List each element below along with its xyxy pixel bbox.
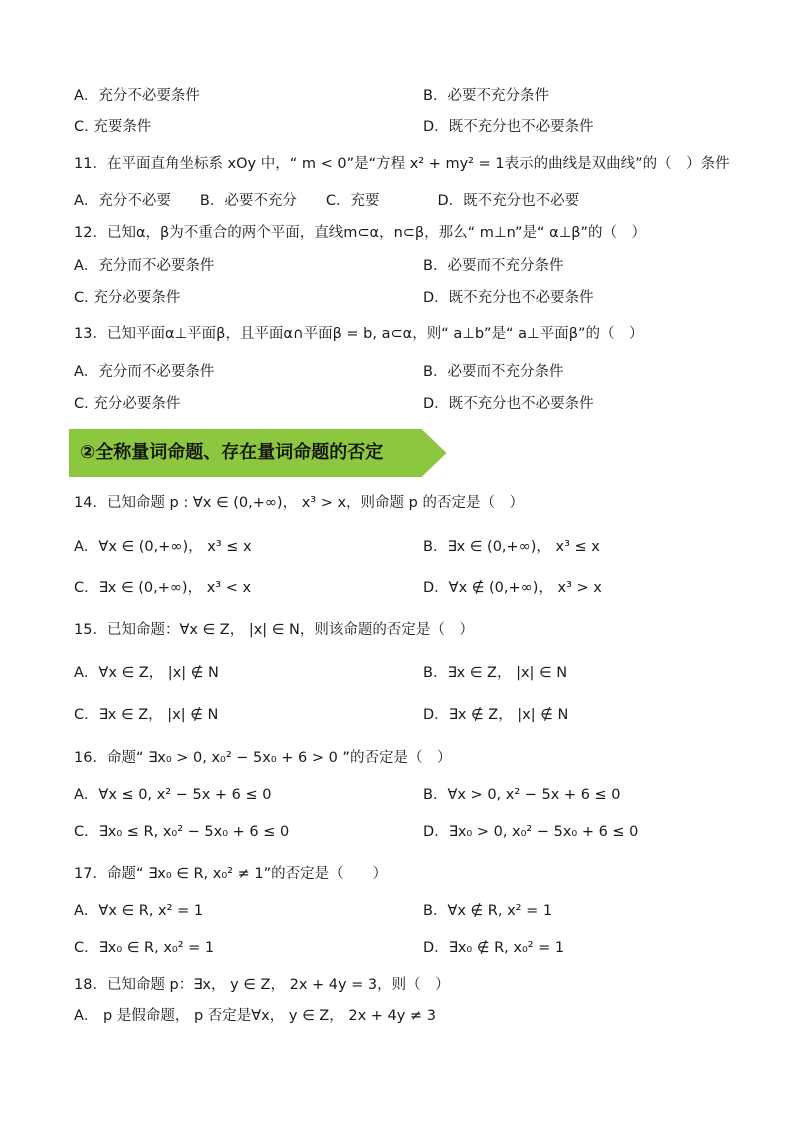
q11-options: A．充分不必要 B．必要不充分 C．充要 D．既不充分也不必要 <box>74 193 580 209</box>
option-b: B．必要不充分条件 <box>423 88 549 104</box>
option-c: C. 充分必要条件 <box>74 290 181 306</box>
q17-stem: 17．命题“ ∃x₀ ∈ R, x₀² ≠ 1”的否定是（ ） <box>74 866 388 882</box>
option-d: D．既不充分也不必要条件 <box>423 119 594 135</box>
q12-options-row2 <box>74 288 594 308</box>
q17-options-row2 <box>74 938 565 958</box>
option-a: A．∀x ≤ 0, x² − 5x + 6 ≤ 0 <box>74 787 272 803</box>
option-d: D．既不充分也不必要条件 <box>423 290 594 306</box>
option-d: D．∃x₀ ∉ R, x₀² = 1 <box>423 940 565 956</box>
q13-options-row2 <box>74 394 594 414</box>
option-d: D．∀x ∉ (0,+∞)， x³ > x <box>423 580 602 596</box>
q14-options-row1 <box>74 537 600 557</box>
q18-stem: 18．已知命题 p：∃x， y ∈ Z， 2x + 4y = 3，则（ ） <box>74 977 450 993</box>
q12-stem: 12．已知α，β为不重合的两个平面，直线m⊂α，n⊂β，那么“ m⊥n”是“ α⊥β”的（ ） <box>74 225 647 241</box>
q16-stem: 16．命题“ ∃x₀ > 0, x₀² − 5x₀ + 6 > 0 ”的否定是（ ） <box>74 750 452 766</box>
q18-option-a: A． p 是假命题， p 否定是∀x， y ∈ Z， 2x + 4y ≠ 3 <box>74 1008 436 1024</box>
option-d: D．∃x ∉ Z， |x| ∉ N <box>423 707 569 723</box>
option-b: B．∀x > 0, x² − 5x + 6 ≤ 0 <box>423 787 621 803</box>
option-c: C．∃x ∈ (0,+∞)， x³ < x <box>74 580 252 596</box>
q10-options-row2 <box>74 117 594 137</box>
q15-options-row1 <box>74 663 568 683</box>
section-banner-title: ②全称量词命题、存在量词命题的否定 <box>80 442 384 463</box>
option-a: A．∀x ∈ Z， |x| ∉ N <box>74 665 219 681</box>
option-b: B．∃x ∈ (0,+∞)， x³ ≤ x <box>423 539 600 555</box>
q16-options-row2 <box>74 822 639 842</box>
q13-options-row1 <box>74 362 564 382</box>
option-c: C. 充要条件 <box>74 119 152 135</box>
option-a: A．∀x ∈ R, x² = 1 <box>74 903 204 919</box>
option-c: C．∃x ∈ Z， |x| ∉ N <box>74 707 219 723</box>
option-c: C. 充分必要条件 <box>74 396 181 412</box>
option-b: B．∃x ∈ Z， |x| ∈ N <box>423 665 568 681</box>
q16-options-row1 <box>74 785 621 805</box>
option-a: A．充分而不必要条件 <box>74 258 215 274</box>
q15-options-row2 <box>74 705 569 725</box>
option-c: C．∃x₀ ∈ R, x₀² = 1 <box>74 940 215 956</box>
q10-options-row1 <box>74 86 549 106</box>
option-d: D．既不充分也不必要条件 <box>423 396 594 412</box>
option-a: A．充分不必要条件 <box>74 88 200 104</box>
q14-options-row2 <box>74 578 602 598</box>
q14-stem: 14．已知命题 p : ∀x ∈ (0,+∞)， x³ > x，则命题 p 的否定是（ ） <box>74 495 524 511</box>
q12-options-row1 <box>74 256 564 276</box>
option-b: B．∀x ∉ R, x² = 1 <box>423 903 553 919</box>
q13-stem: 13．已知平面α⊥平面β，且平面α∩平面β = b, a⊂α，则“ a⊥b”是“ a⊥平面β”的（ ） <box>74 326 644 342</box>
option-b: B．必要而不充分条件 <box>423 258 564 274</box>
option-b: B．必要而不充分条件 <box>423 364 564 380</box>
q17-options-row1 <box>74 901 553 921</box>
option-d: D．∃x₀ > 0, x₀² − 5x₀ + 6 ≤ 0 <box>423 824 639 840</box>
option-c: C．∃x₀ ≤ R, x₀² − 5x₀ + 6 ≤ 0 <box>74 824 290 840</box>
q15-stem: 15．已知命题：∀x ∈ Z， |x| ∈ N，则该命题的否定是（ ） <box>74 622 474 638</box>
q11-stem: 11．在平面直角坐标系 xOy 中，“ m < 0”是“方程 x² + my² = 1表示的曲线是双曲线”的（ ）条件 <box>74 156 730 172</box>
option-a: A．充分而不必要条件 <box>74 364 215 380</box>
option-a: A．∀x ∈ (0,+∞)， x³ ≤ x <box>74 539 252 555</box>
